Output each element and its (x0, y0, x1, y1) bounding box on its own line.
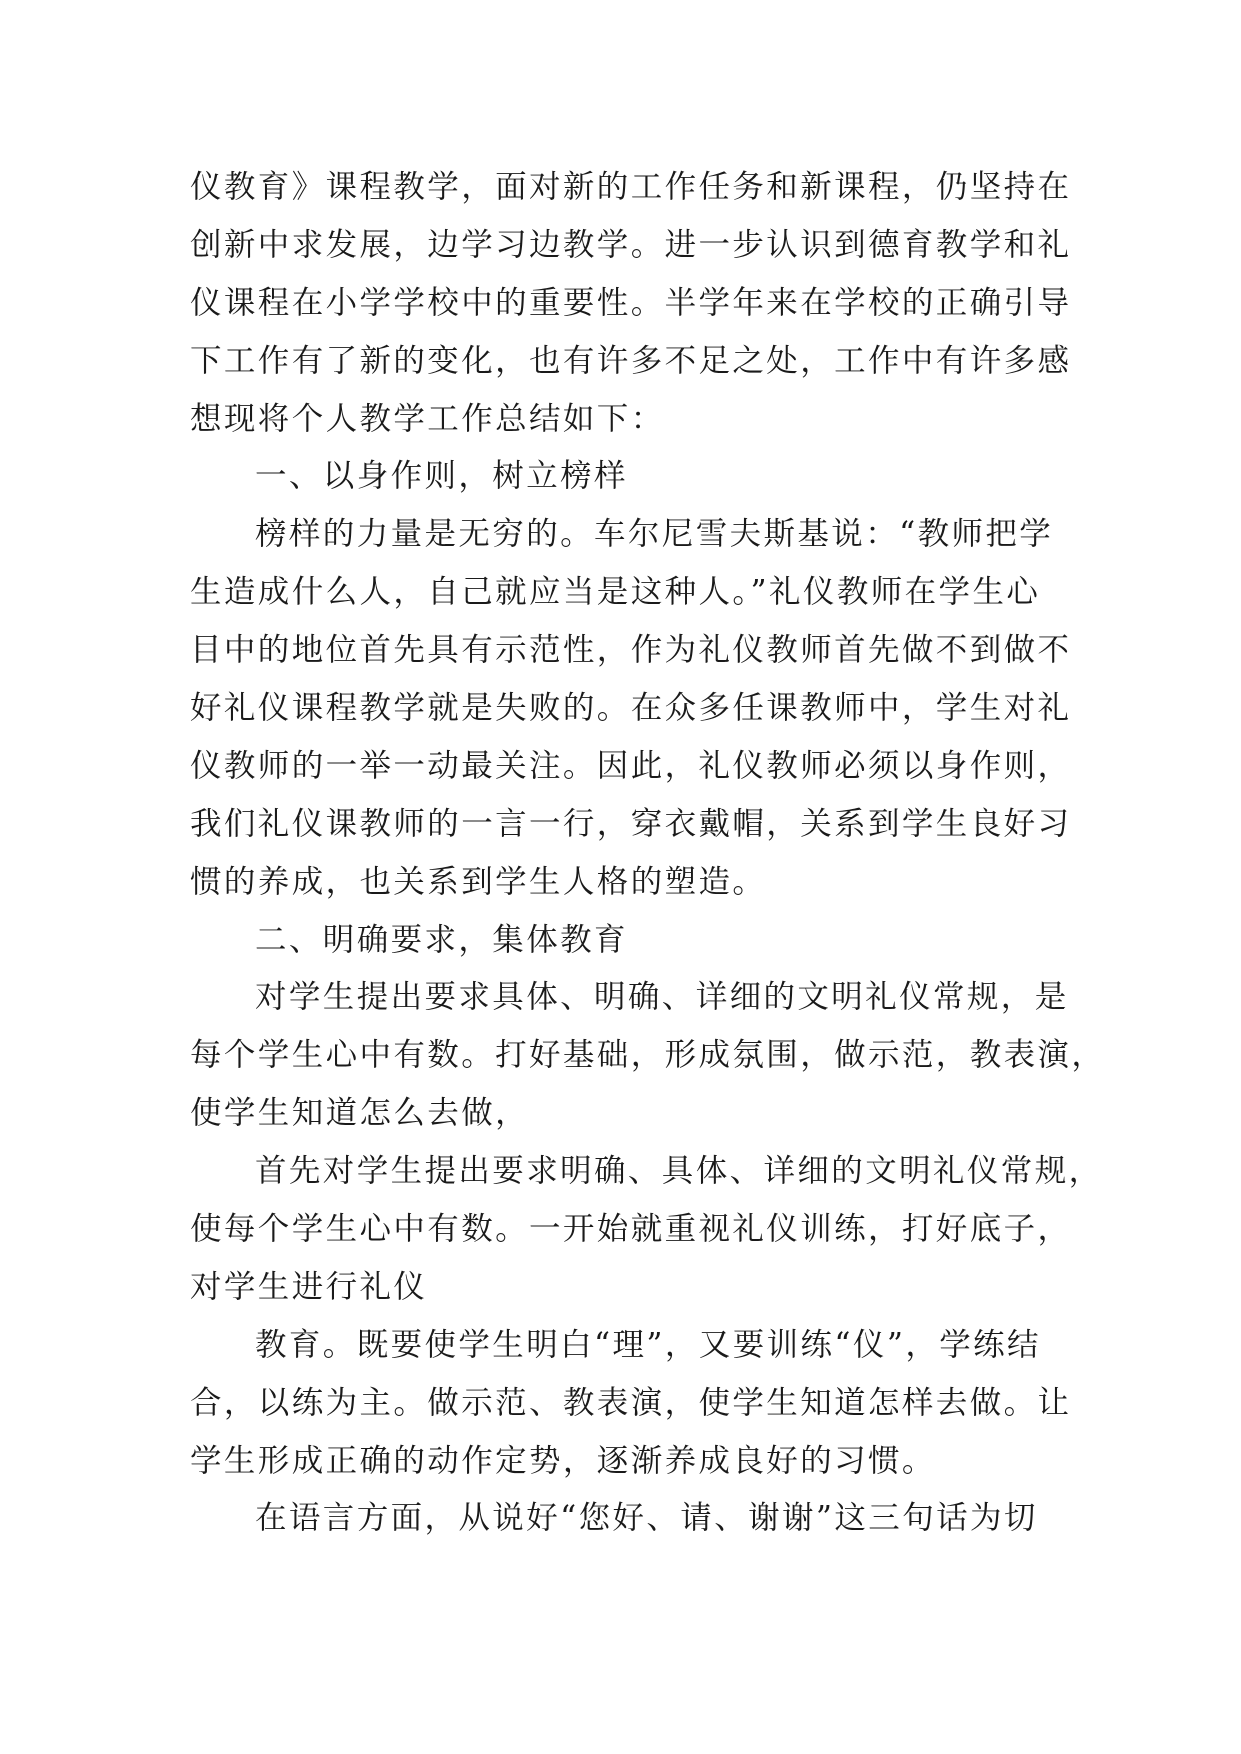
section-heading: 一、以身作则，树立榜样 (255, 458, 628, 495)
text-line: 目中的地位首先具有示范性，作为礼仪教师首先做不到做不 (190, 632, 1072, 669)
text-line: 惯的养成，也关系到学生人格的塑造。 (190, 863, 767, 900)
section-heading: 二、明确要求，集体教育 (255, 921, 628, 958)
text-line: 使每个学生心中有数。一开始就重视礼仪训练，打好底子， (190, 1211, 1072, 1248)
text-line: 对学生进行礼仪 (190, 1268, 428, 1305)
text-line: 每个学生心中有数。打好基础，形成氛围，做示范，教表演， (190, 1037, 1106, 1074)
text-line: 教育。既要使学生明白“理”，又要训练“仪”，学练结 (255, 1326, 1041, 1363)
text-line: 仪教育》课程教学，面对新的工作任务和新课程，仍坚持在 (190, 169, 1072, 205)
text-line: 好礼仪课程教学就是失败的。在众多任课教师中，学生对礼 (190, 690, 1072, 727)
text-line: 我们礼仪课教师的一言一行，穿衣戴帽，关系到学生良好习 (190, 805, 1072, 842)
text-line: 生造成什么人，自己就应当是这种人。”礼仪教师在学生心 (190, 574, 1041, 611)
text-line: 下工作有了新的变化，也有许多不足之处，工作中有许多感 (190, 342, 1072, 379)
text-line: 对学生提出要求具体、明确、详细的文明礼仪常规，是 (255, 979, 1069, 1016)
text-line: 想现将个人教学工作总结如下： (190, 400, 665, 437)
text-line: 创新中求发展，边学习边教学。进一步认识到德育教学和礼 (190, 226, 1072, 263)
text-line: 在语言方面，从说好“您好、请、谢谢”这三句话为切 (255, 1500, 1038, 1537)
text-line: 合，以练为主。做示范、教表演，使学生知道怎样去做。让 (190, 1384, 1072, 1421)
text-line: 榜样的力量是无穷的。车尔尼雪夫斯基说：“教师把学 (255, 516, 1054, 553)
text-line: 使学生知道怎么去做， (190, 1095, 530, 1132)
text-line: 仪课程在小学学校中的重要性。半学年来在学校的正确引导 (190, 284, 1072, 321)
body-text (190, 159, 1106, 1548)
text-line: 仪教师的一举一动最关注。因此，礼仪教师必须以身作则， (190, 747, 1072, 784)
text-line: 学生形成正确的动作定势，逐渐养成良好的习惯。 (190, 1442, 936, 1479)
text-line: 首先对学生提出要求明确、具体、详细的文明礼仪常规， (255, 1153, 1103, 1190)
